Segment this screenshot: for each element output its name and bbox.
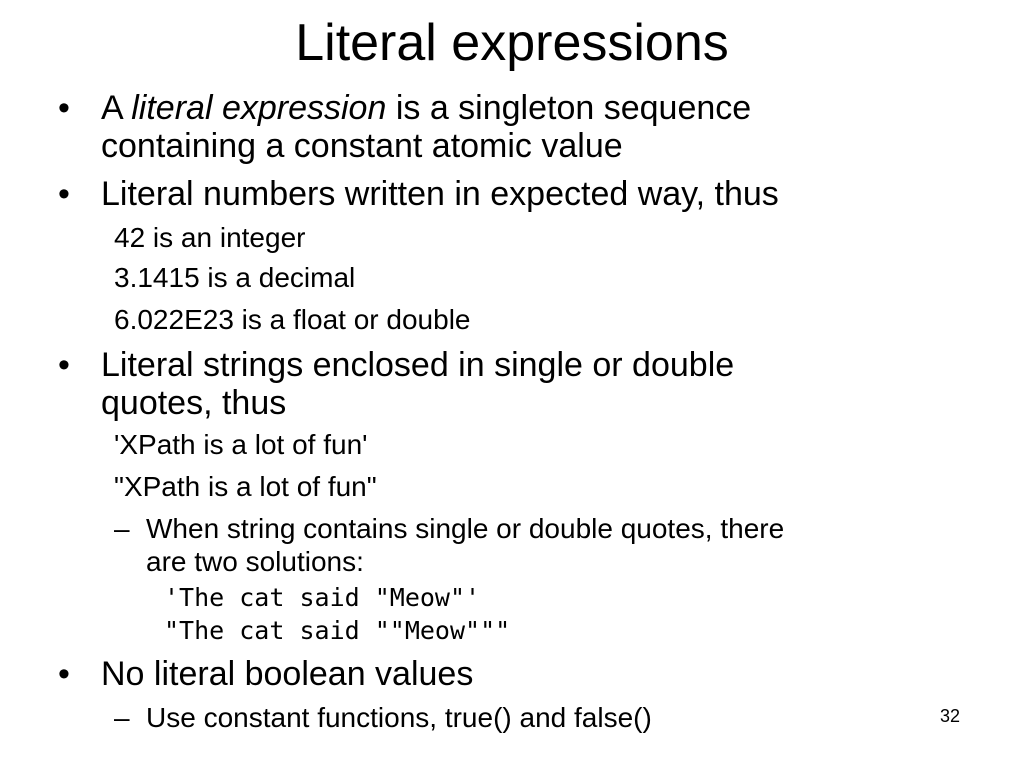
- bullet-icon: •: [58, 89, 70, 127]
- bullet-1-suffix: is a singleton sequence: [386, 89, 752, 127]
- number-example-2: 3.1415 is a decimal: [114, 262, 356, 293]
- bullet-1-italic-term: literal expression: [131, 89, 387, 127]
- number-example-3: 6.022E23 is a float or double: [114, 304, 471, 335]
- bullet-3-line-1: Literal strings enclosed in single or double: [101, 346, 735, 384]
- bullet-3-line-2: quotes, thus: [101, 384, 287, 422]
- bullet-1-prefix: A: [101, 89, 132, 127]
- code-example-1: 'The cat said "Meow"': [164, 583, 481, 612]
- bullet-icon: •: [58, 175, 70, 213]
- code-example-2: "The cat said ""Meow""": [164, 616, 511, 645]
- sub-bullet-boolean: Use constant functions, true() and false(): [146, 702, 652, 733]
- string-example-1: 'XPath is a lot of fun': [114, 429, 368, 460]
- page-number: 32: [939, 706, 961, 726]
- bullet-1-line-2: containing a constant atomic value: [101, 127, 623, 165]
- dash-icon: –: [114, 513, 130, 544]
- bullet-2-text: Literal numbers written in expected way, thus: [101, 175, 779, 213]
- bullet-4-text: No literal boolean values: [101, 655, 474, 693]
- sub-bullet-quotes-line-2: are two solutions:: [146, 546, 364, 577]
- number-example-1: 42 is an integer: [114, 222, 306, 253]
- bullet-icon: •: [58, 655, 70, 693]
- sub-bullet-quotes-line-1: When string contains single or double quotes, there: [146, 513, 785, 544]
- bullet-icon: •: [58, 346, 70, 384]
- bullet-1-line-1: [101, 89, 751, 127]
- string-example-2: "XPath is a lot of fun": [114, 471, 377, 502]
- dash-icon: –: [114, 702, 130, 733]
- slide-title: Literal expressions: [295, 14, 729, 72]
